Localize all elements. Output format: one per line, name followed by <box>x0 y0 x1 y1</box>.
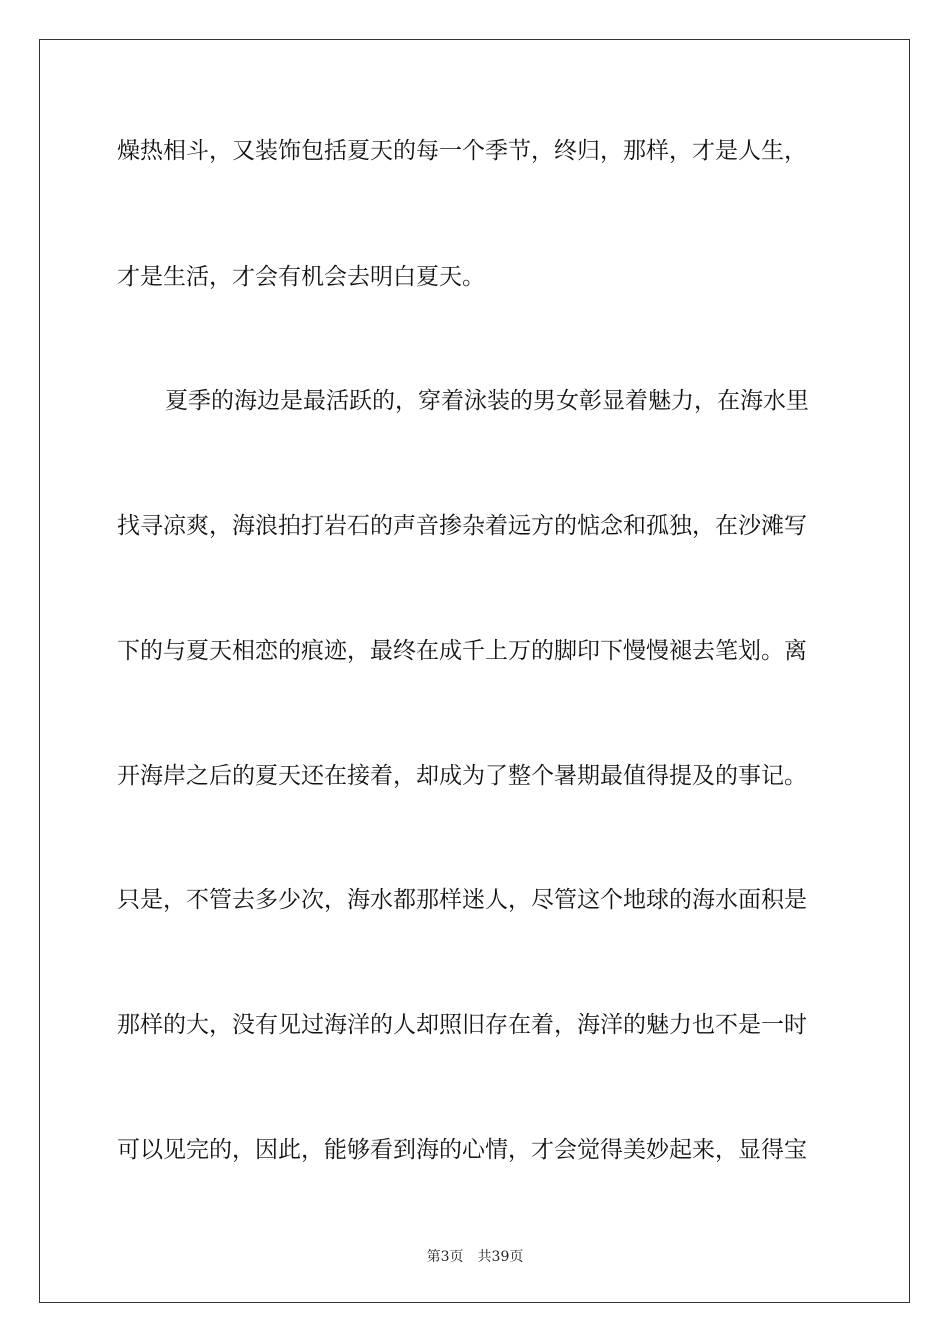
page-total: 共39页 <box>477 1249 524 1265</box>
text-line: 开海岸之后的夏天还在接着，却成为了整个暑期最值得提及的事记。 <box>117 763 807 789</box>
text-line: 只是，不管去多少次，海水都那样迷人，尽管这个地球的海水面积是 <box>117 887 807 913</box>
page-footer <box>0 1248 950 1266</box>
text-line: 下的与夏天相恋的痕迹，最终在成千上万的脚印下慢慢褪去笔划。离 <box>117 638 807 664</box>
text-line: 那样的大，没有见过海洋的人却照旧存在着，海洋的魅力也不是一时 <box>117 1012 807 1038</box>
text-line: 才是生活，才会有机会去明白夏天。 <box>117 264 485 290</box>
text-line: 找寻凉爽，海浪拍打岩石的声音掺杂着远方的惦念和孤独，在沙滩写 <box>117 513 807 539</box>
page-number: 第3页 <box>426 1249 464 1265</box>
text-line: 可以见完的，因此，能够看到海的心情，才会觉得美妙起来，显得宝 <box>117 1137 807 1163</box>
text-line: 燥热相斗，又装饰包括夏天的每一个季节，终归，那样，才是人生， <box>117 138 807 164</box>
paragraph-start-line: 夏季的海边是最活跃的，穿着泳装的男女彰显着魅力，在海水里 <box>165 388 809 414</box>
